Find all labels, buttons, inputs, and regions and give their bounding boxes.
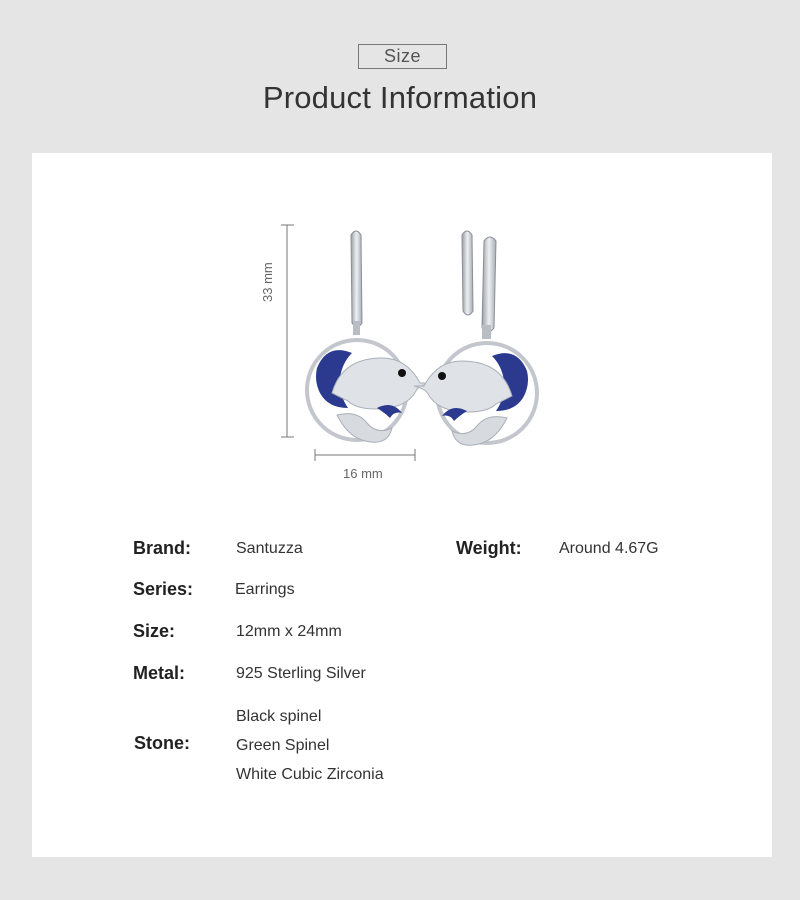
metal-label: Metal:	[133, 663, 186, 683]
height-dimension-line	[281, 225, 294, 437]
product-card	[32, 153, 772, 857]
size-tag: Size	[358, 44, 447, 69]
brand-value: Santuzza	[236, 540, 303, 557]
stone-value-2: Green Spinel	[236, 737, 330, 754]
page-title: Product Information	[262, 80, 538, 115]
stone-label: Stone:	[134, 733, 190, 753]
brand-label: Brand:	[133, 538, 191, 558]
weight-label: Weight:	[456, 538, 522, 558]
series-value: Earrings	[235, 581, 295, 598]
weight-value: Around 4.67G	[559, 540, 659, 557]
height-dimension-label: 33 mm	[260, 262, 275, 302]
series-label: Series:	[133, 579, 194, 599]
earrings-illustration	[32, 153, 772, 493]
metal-value: 925 Sterling Silver	[236, 665, 366, 682]
size-value: 12mm x 24mm	[236, 623, 342, 640]
right-earring	[414, 231, 537, 445]
size-label: Size:	[133, 621, 176, 641]
left-earring	[307, 231, 430, 442]
stone-value-1: Black spinel	[236, 708, 322, 725]
width-dimension-line	[315, 449, 415, 461]
width-dimension-label: 16 mm	[343, 466, 383, 481]
stone-value-3: White Cubic Zirconia	[236, 766, 384, 783]
